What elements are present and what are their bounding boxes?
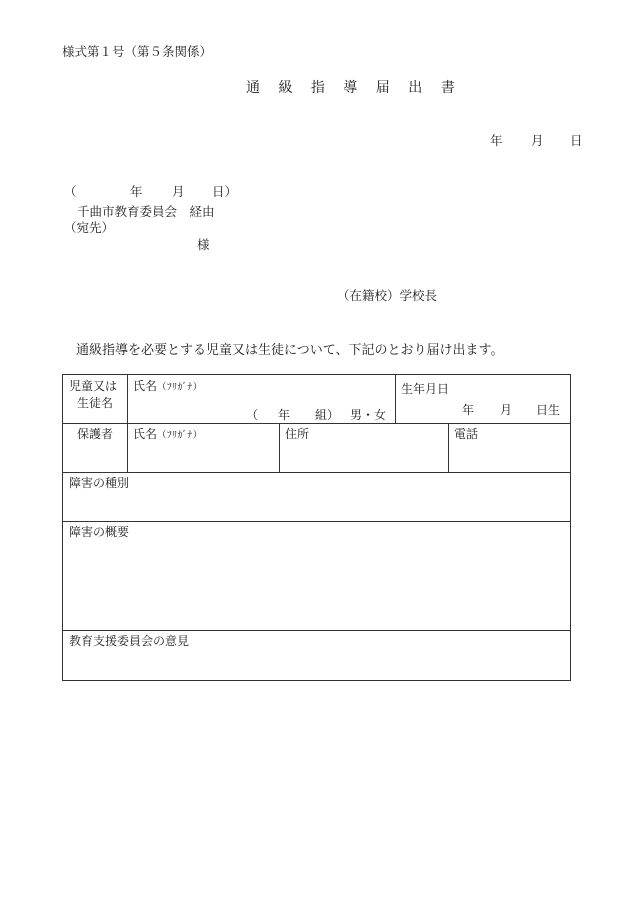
route-open-paren: （ [64, 184, 77, 199]
notification-form-table [62, 374, 571, 681]
grade-year: 年 [278, 408, 291, 422]
grade-class: 組） [315, 408, 340, 422]
col-divider [127, 375, 128, 423]
student-label-line2: 生徒名 [77, 396, 114, 410]
col-divider [279, 423, 280, 472]
sender-principal: （在籍校）学校長 [337, 288, 438, 303]
guardian-furigana-label: （ﾌﾘｶﾞﾅ） [157, 430, 203, 441]
col-divider [395, 375, 396, 423]
committee-opinion-label: 教育支援委員会の意見 [69, 634, 190, 648]
col-divider [448, 423, 449, 472]
row-divider [63, 521, 570, 522]
document-title: 通 級 指 導 届 出 書 [246, 80, 462, 96]
route-year: 年 [130, 184, 143, 199]
birth-year: 年 [462, 403, 475, 417]
statement: 通級指導を必要とする児童又は生徒について、下記のとおり届け出ます。 [76, 343, 504, 358]
disability-type-label: 障害の種別 [69, 476, 130, 490]
disability-summary-label: 障害の概要 [69, 525, 130, 539]
route-day: 日） [212, 184, 238, 199]
student-name-label [133, 380, 203, 393]
birth-month: 月 [500, 403, 513, 417]
guardian-phone-label: 電話 [454, 427, 479, 441]
addressee-label: （宛先） [64, 220, 115, 235]
row-divider [63, 472, 570, 473]
student-name-text: 氏名 [133, 379, 158, 393]
date-year: 年 [490, 133, 503, 148]
gender-options: 男・女 [350, 408, 387, 422]
date-month: 月 [531, 133, 544, 148]
student-label-line1: 児童又は [69, 379, 118, 393]
birth-day: 日生 [536, 403, 561, 417]
date-day: 日 [570, 133, 583, 148]
guardian-name-label [133, 428, 203, 441]
form-number: 様式第１号（第５条関係） [62, 44, 213, 59]
col-divider [127, 423, 128, 472]
route-via: 千曲市教育委員会 経由 [77, 204, 215, 219]
route-month: 月 [172, 184, 185, 199]
row-divider [63, 423, 570, 424]
row-divider [63, 630, 570, 631]
grade-open: （ [246, 408, 259, 422]
student-furigana-label: （ﾌﾘｶﾞﾅ） [157, 382, 203, 393]
guardian-name-text: 氏名 [133, 427, 158, 441]
guardian-label: 保護者 [77, 427, 114, 441]
guardian-address-label: 住所 [285, 427, 310, 441]
addressee-honorific: 様 [197, 237, 210, 252]
birth-date-label: 生年月日 [401, 382, 450, 396]
